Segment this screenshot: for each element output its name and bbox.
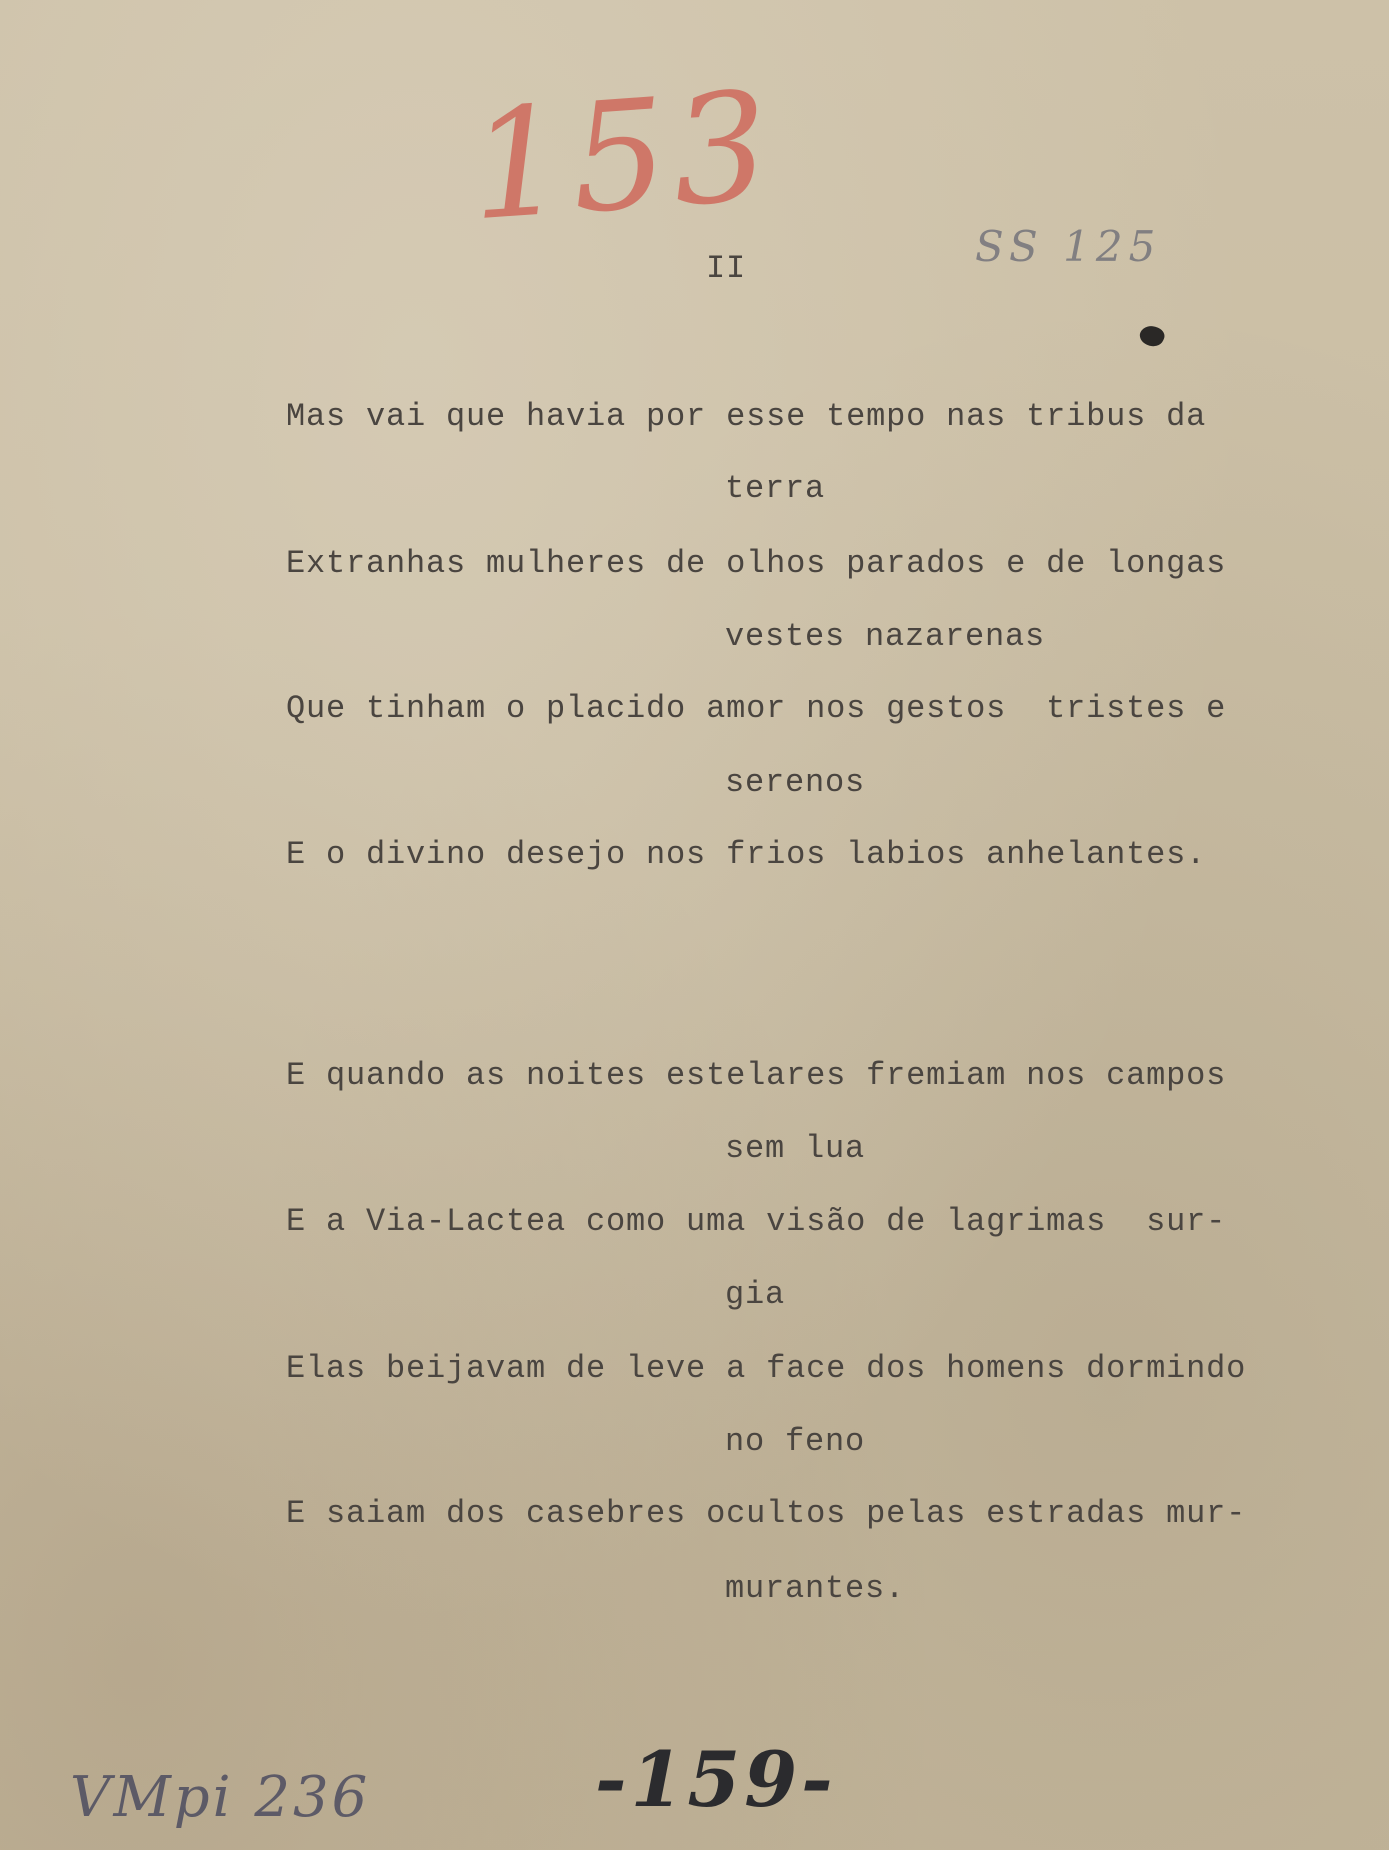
poem-line: Mas vai que havia por esse tempo nas tribus da [286, 398, 1207, 435]
poem-line: Que tinham o placido amor nos gestos tristes e [286, 690, 1227, 727]
poem-line-continuation: no feno [725, 1423, 866, 1460]
handwritten-page-number-ink: -159- [595, 1735, 837, 1824]
poem-line: Elas beijavam de leve a face dos homens dormindo [286, 1350, 1247, 1387]
handwritten-page-number-red: 153 [464, 59, 781, 255]
poem-line-continuation: murantes. [725, 1570, 906, 1607]
poem-line-continuation: terra [725, 470, 826, 507]
poem-line-continuation: vestes nazarenas [725, 618, 1046, 655]
poem-line: E a Via-Lactea como uma visão de lagrimas sur- [286, 1203, 1227, 1240]
poem-line: E saiam dos casebres ocultos pelas estradas mur- [286, 1495, 1247, 1532]
poem-line: E quando as noites estelares fremiam nos campos [286, 1057, 1227, 1094]
pencil-reference-note: SS 125 [975, 222, 1162, 271]
ink-blot [1137, 322, 1167, 350]
section-title: II [706, 250, 747, 287]
pencil-archive-code: VMpi 236 [70, 1765, 371, 1830]
poem-line-continuation: gia [725, 1276, 786, 1313]
poem-line: E o divino desejo nos frios labios anhelantes. [286, 836, 1207, 873]
poem-line-continuation: sem lua [725, 1130, 866, 1167]
poem-line: Extranhas mulheres de olhos parados e de longas [286, 545, 1227, 582]
poem-line-continuation: serenos [725, 764, 866, 801]
